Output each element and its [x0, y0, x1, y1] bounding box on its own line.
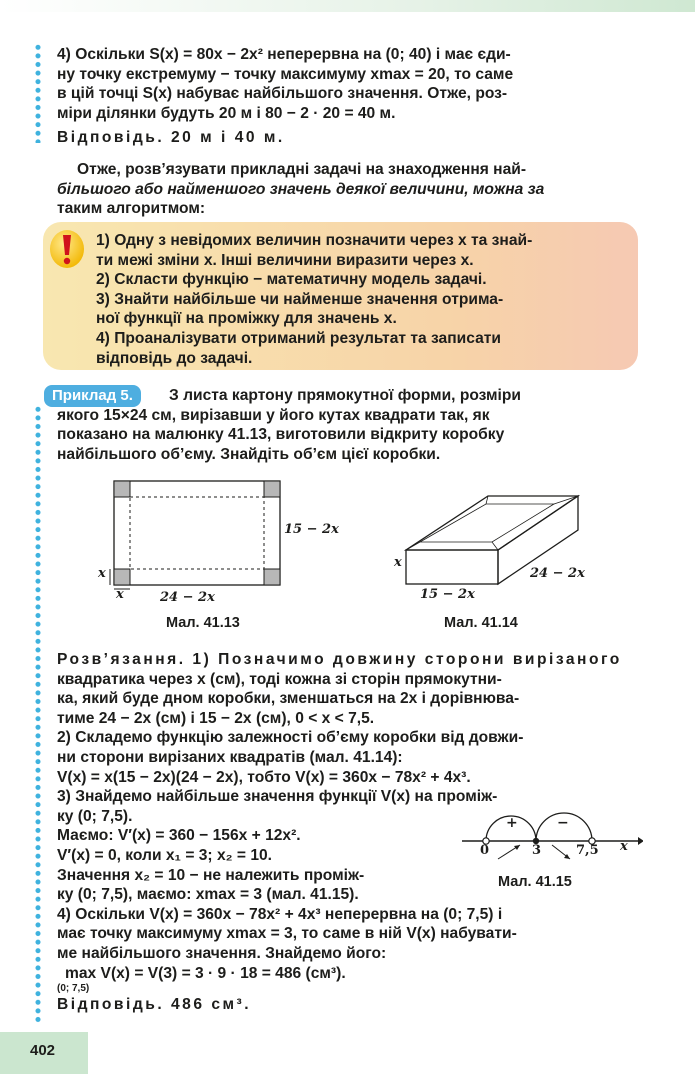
algo-step2: 2) Скласти функцію − математичну модель задачі. — [96, 271, 487, 289]
example-line2: якого 15×24 см, вирізавши у його кутах квадрати так, як — [57, 406, 490, 424]
sol-l1-text: Розв’язання. 1) Позначимо довжину сторони вирізаного — [57, 651, 622, 668]
algo-step3b: ної функції на проміжку для значень x. — [96, 310, 397, 328]
sol-l7: V(x) = x(15 − 2x)(24 − 2x), тобто V(x) = 360x − 78x² + 4x³. — [57, 768, 471, 786]
intro-line2: більшого або найменшого значень деякої величини, можна за — [57, 180, 545, 198]
para1-line3: в цій точці S(x) набуває найбільшого значення. Отже, роз- — [57, 85, 508, 103]
sol-l1 — [57, 650, 637, 670]
figure-41-14 — [398, 490, 638, 600]
algo-step3a: 3) Знайти найбільше чи найменше значення отрима- — [96, 290, 504, 308]
sol-answer: Відповідь. 486 см³. — [57, 996, 252, 1014]
sol-l10: Маємо: V′(x) = 360 − 156x + 12x². — [57, 827, 301, 845]
algo-step1a: 1) Одну з невідомих величин позначити через x та знай- — [96, 232, 533, 249]
fig2-bottom-label: 15 − 2x — [420, 587, 475, 602]
para1-answer: Відповідь. 20 м і 40 м. — [57, 129, 285, 147]
sol-l9: ку (0; 7,5). — [57, 807, 133, 825]
sol-l17: max V(x) = V(3) = 3 · 9 · 18 = 486 (см³). — [65, 964, 346, 982]
fig1-caption: Мал. 41.13 — [166, 615, 240, 631]
sol-l15: має точку максимуму xmax = 3, то саме в ній V(x) набувати- — [57, 925, 517, 943]
intro-line3: таким алгоритмом: — [57, 200, 206, 218]
algo-step4b: відповідь до задачі. — [96, 349, 253, 367]
paragraph-1 — [57, 45, 637, 148]
sol-l8: 3) Знайдемо найбільше значення функції V(x) на проміж- — [57, 788, 498, 806]
fig3-plus: + — [506, 815, 518, 831]
fig1-x-left: x — [98, 566, 106, 581]
fig3-tick-3: 3 — [532, 843, 542, 858]
para1-line2: ну точку екстремуму − точку максимуму xmax = 20, то саме — [57, 65, 514, 83]
top-band — [0, 0, 695, 12]
example-text — [57, 386, 637, 464]
fig3-tick-0: 0 — [480, 843, 490, 858]
dotted-margin-2 — [34, 405, 42, 1023]
fig2-right-label: 24 − 2x — [530, 566, 585, 581]
para1-line1: 4) Оскільки S(x) = 80x − 2x² неперервна на (0; 40) і має єди- — [57, 46, 511, 63]
intro-paragraph — [57, 160, 637, 219]
algo-step1b: ти межі зміни x. Інші величини виразити через x. — [96, 251, 474, 269]
sol-l14: 4) Оскільки V(x) = 360x − 78x² + 4x³ неперервна на (0; 7,5) і — [57, 905, 503, 923]
sol-l17sub: (0; 7,5) — [57, 983, 90, 995]
figure-41-13 — [100, 475, 300, 605]
example-line3: показано на малюнку 41.13, виготовили відкриту коробку — [57, 426, 505, 444]
page-number: 402 — [30, 1042, 56, 1059]
fig2-caption: Мал. 41.14 — [444, 615, 518, 631]
exclamation-icon — [49, 229, 85, 269]
sol-l12: Значення x₂ = 10 − не належить проміж- — [57, 866, 365, 884]
sol-l4: тиме 24 − 2x (см) і 15 − 2x (см), 0 < x < 7,5. — [57, 709, 375, 727]
intro-line1: Отже, розв’язувати прикладні задачі на знаходження най- — [77, 161, 527, 178]
sol-l3: ка, який буде дном коробки, зменшаться на 2x і дорівнюва- — [57, 690, 520, 708]
para1-line4: міри ділянки будуть 20 м і 80 − 2 · 20 = 40 м. — [57, 104, 396, 122]
sol-l2: квадратика через x (см), тоді кожна зі сторін прямокутни- — [57, 670, 502, 688]
example-line4: найбільшого об’єму. Знайдіть об’єм цієї коробки. — [57, 445, 441, 463]
fig1-bottom-label: 24 − 2x — [160, 590, 215, 605]
sol-l11: V′(x) = 0, коли x₁ = 3; x₂ = 10. — [57, 846, 273, 864]
fig3-axis-x: x — [620, 839, 628, 854]
sol-l6: ни сторони вирізаних квадратів (мал. 41.14): — [57, 748, 403, 766]
fig3-minus: − — [557, 815, 569, 831]
dotted-margin-1 — [34, 43, 42, 143]
fig1-x-bottom: x — [116, 587, 124, 602]
fig2-x-label: x — [394, 555, 402, 570]
algorithm-steps — [96, 231, 626, 368]
page-number-box — [0, 1032, 88, 1074]
sol-l16: ме найбільшого значення. Знайдемо його: — [57, 944, 387, 962]
fig1-side-label: 15 − 2x — [284, 522, 339, 537]
algo-step4a: 4) Проаналізувати отриманий результат та записати — [96, 329, 501, 347]
fig3-caption: Мал. 41.15 — [498, 874, 572, 890]
sol-l5: 2) Складемо функцію залежності об’єму коробки від довжи- — [57, 729, 524, 747]
sol-l13: ку (0; 7,5), маємо: xmax = 3 (мал. 41.15). — [57, 886, 359, 904]
example-badge: Приклад 5. — [44, 385, 141, 407]
example-line1: З листа картону прямокутної форми, розміри — [169, 387, 522, 404]
fig3-tick-7-5: 7,5 — [576, 843, 599, 858]
